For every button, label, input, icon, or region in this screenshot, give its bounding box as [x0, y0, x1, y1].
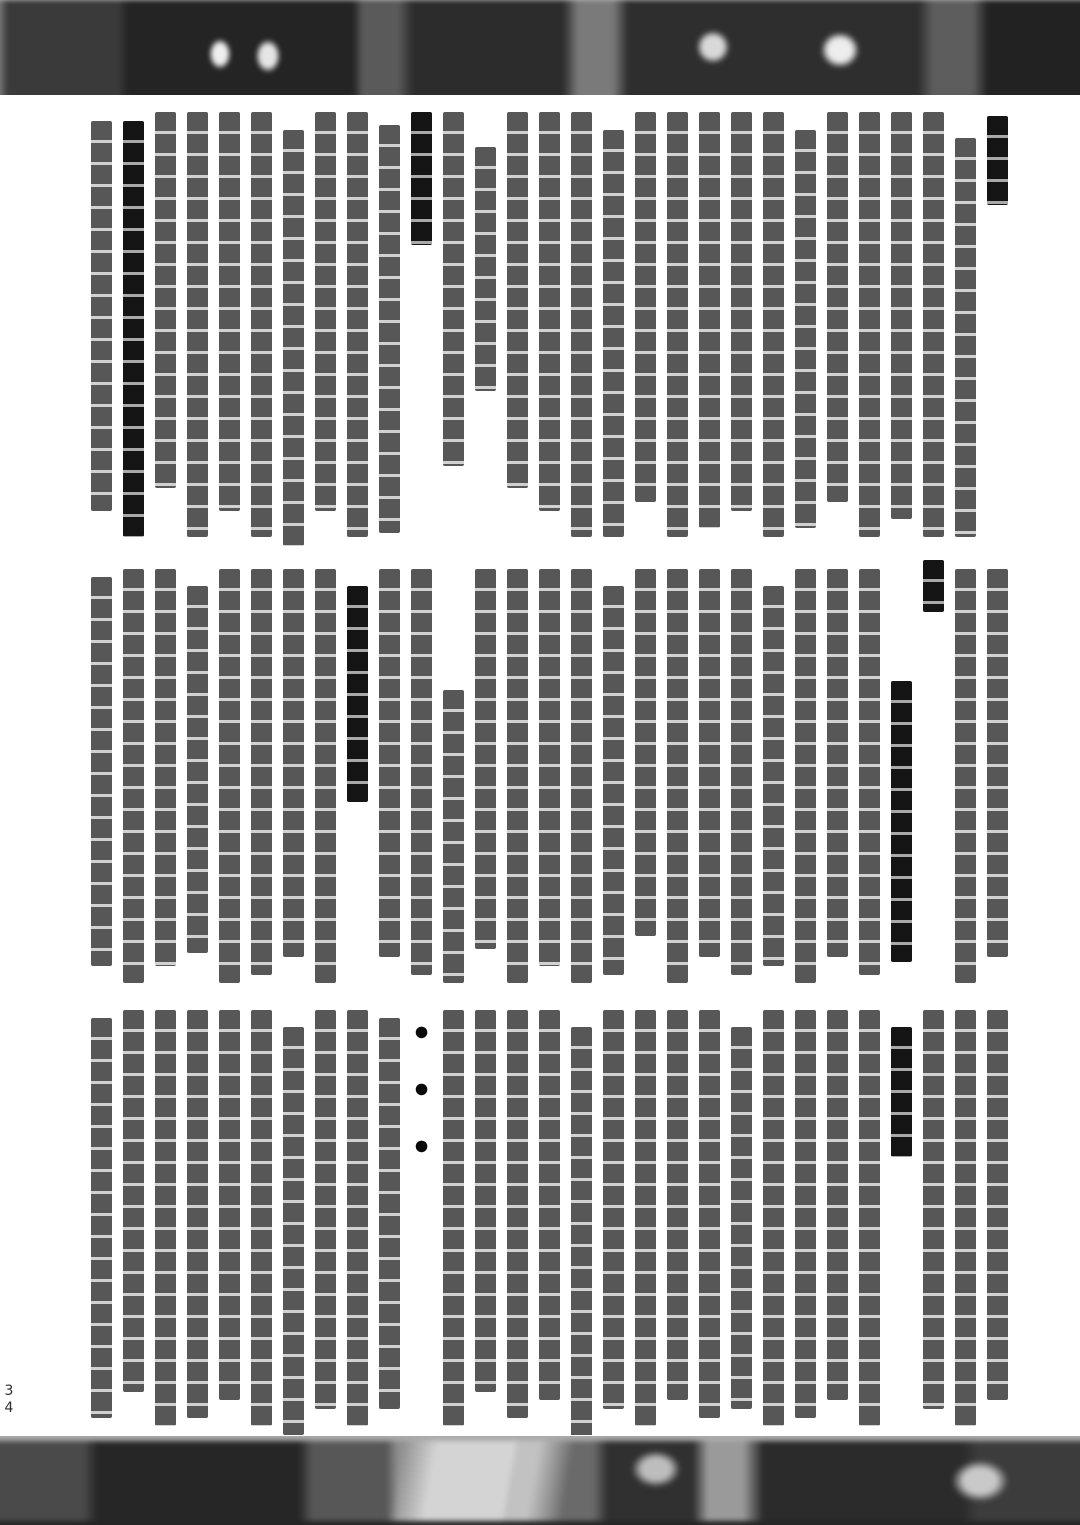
redacted-text-column — [571, 103, 592, 546]
redacted-text-column — [635, 560, 656, 992]
redacted-text — [603, 586, 624, 975]
redacted-text-column — [507, 560, 528, 992]
redacted-text — [315, 1010, 336, 1409]
redacted-text-column — [795, 103, 816, 546]
redacted-text-column — [219, 1001, 240, 1435]
redacted-text — [91, 1018, 112, 1417]
redacted-text-column — [987, 1001, 1008, 1435]
redacted-text-column — [155, 103, 176, 546]
redacted-text-column — [411, 103, 432, 546]
bottom-artwork-abstract — [0, 1436, 1080, 1525]
redacted-text-column — [731, 1001, 752, 1435]
redacted-text-column — [123, 1001, 144, 1435]
redacted-text — [699, 569, 720, 958]
redacted-text — [731, 112, 752, 511]
redacted-text-column — [635, 1001, 656, 1435]
redacted-text-column — [667, 1001, 688, 1435]
redacted-text-column — [667, 560, 688, 992]
redacted-bold-text — [347, 586, 368, 802]
top-artwork-strip — [0, 0, 1080, 95]
redacted-text-column — [763, 1001, 784, 1435]
redacted-text-column — [123, 103, 144, 546]
redacted-text — [475, 569, 496, 949]
redacted-text-column — [219, 103, 240, 546]
redacted-text-column — [475, 103, 496, 546]
redacted-text-column — [443, 103, 464, 546]
redacted-text — [667, 569, 688, 984]
section-break-bullet: ● — [413, 1130, 430, 1161]
redacted-text-column — [635, 103, 656, 546]
redacted-text — [315, 112, 336, 511]
redacted-text-column — [379, 1001, 400, 1435]
redacted-text-column — [955, 103, 976, 546]
redacted-text — [603, 130, 624, 538]
redacted-text-column — [123, 560, 144, 992]
redacted-text-column — [667, 103, 688, 546]
redacted-text — [507, 112, 528, 489]
redacted-text — [411, 569, 432, 975]
redacted-text — [635, 112, 656, 502]
redacted-text — [667, 112, 688, 537]
redacted-text-column — [763, 560, 784, 992]
redacted-text-column — [91, 560, 112, 992]
redacted-text-column — [155, 560, 176, 992]
redacted-text — [859, 569, 880, 975]
section-break-bullet: ● — [413, 1016, 430, 1047]
redacted-text-column — [379, 103, 400, 546]
redacted-text — [443, 1010, 464, 1427]
top-artwork-abstract — [0, 0, 1080, 95]
redacted-text-column — [251, 560, 272, 992]
redacted-text — [379, 1018, 400, 1409]
redacted-text — [827, 112, 848, 502]
redacted-text-column — [699, 103, 720, 546]
redacted-text — [891, 112, 912, 520]
redacted-text — [283, 130, 304, 546]
redacted-text — [347, 1010, 368, 1427]
redacted-text-column — [859, 1001, 880, 1435]
redacted-text — [539, 569, 560, 966]
redacted-text-column — [315, 103, 336, 546]
redacted-text — [987, 569, 1008, 958]
redacted-text — [827, 569, 848, 958]
redacted-text — [923, 112, 944, 537]
redacted-bold-text — [411, 112, 432, 245]
redacted-text-column — [283, 103, 304, 546]
redacted-text-column — [283, 560, 304, 992]
redacted-text — [635, 1010, 656, 1427]
redacted-text-column — [507, 103, 528, 546]
redacted-text — [923, 1010, 944, 1409]
redacted-text-column — [731, 103, 752, 546]
redacted-text — [315, 569, 336, 984]
redacted-bold-text — [891, 681, 912, 962]
redacted-text — [763, 586, 784, 966]
redacted-text — [955, 138, 976, 537]
redacted-text-column — [315, 1001, 336, 1435]
redacted-text — [955, 1010, 976, 1427]
redacted-text-column — [187, 1001, 208, 1435]
redacted-text-column — [219, 560, 240, 992]
text-band-3 — [68, 1001, 1008, 1435]
redacted-text — [219, 112, 240, 511]
redacted-text — [603, 1010, 624, 1409]
redacted-text — [507, 569, 528, 984]
redacted-text — [795, 569, 816, 984]
redacted-bold-text — [987, 116, 1008, 205]
redacted-text — [827, 1010, 848, 1401]
redacted-text — [187, 112, 208, 537]
redacted-text-column — [923, 103, 944, 546]
redacted-text-column — [603, 1001, 624, 1435]
redacted-text — [379, 569, 400, 958]
redacted-text — [699, 1010, 720, 1418]
redacted-text-column — [507, 1001, 528, 1435]
redacted-text-column — [795, 1001, 816, 1435]
redacted-text-column — [443, 1001, 464, 1435]
redacted-text-column — [795, 560, 816, 992]
redacted-text — [443, 112, 464, 466]
redacted-text — [187, 1010, 208, 1418]
redacted-text-column — [955, 560, 976, 992]
redacted-text-column — [347, 1001, 368, 1435]
redacted-text-column — [539, 1001, 560, 1435]
redacted-text-column — [987, 560, 1008, 992]
redacted-text-column — [987, 103, 1008, 546]
redacted-text-column — [347, 560, 368, 992]
redacted-text — [347, 112, 368, 537]
redacted-text — [635, 569, 656, 936]
redacted-text — [571, 1027, 592, 1435]
redacted-text — [795, 130, 816, 529]
redacted-text-column — [571, 1001, 592, 1435]
redacted-text-column — [571, 560, 592, 992]
redacted-text-column — [827, 560, 848, 992]
redacted-text — [571, 569, 592, 984]
redacted-text — [91, 577, 112, 966]
redacted-text-column — [539, 560, 560, 992]
redacted-text-column — [155, 1001, 176, 1435]
redacted-text-column — [827, 103, 848, 546]
redacted-text — [859, 1010, 880, 1427]
redacted-text-column — [91, 103, 112, 546]
redacted-text-column — [187, 103, 208, 546]
section-break-bullet: ● — [413, 1073, 430, 1104]
redacted-text — [859, 112, 880, 537]
redacted-text-column — [315, 560, 336, 992]
redacted-text — [571, 112, 592, 537]
redacted-text-column — [763, 103, 784, 546]
redacted-text — [251, 1010, 272, 1427]
redacted-text-column — [187, 560, 208, 992]
redacted-text-column — [859, 560, 880, 992]
redacted-text-column — [891, 560, 912, 992]
redacted-bold-text — [891, 1027, 912, 1157]
redacted-text — [379, 125, 400, 533]
redacted-text — [91, 121, 112, 511]
redacted-text-column — [475, 1001, 496, 1435]
redacted-text-column — [731, 560, 752, 992]
redacted-text — [539, 112, 560, 511]
bottom-artwork-strip — [0, 1436, 1080, 1525]
redacted-bold-text — [123, 121, 144, 537]
redacted-text — [123, 1010, 144, 1392]
redacted-text — [251, 569, 272, 975]
redacted-text — [475, 147, 496, 391]
redacted-text-column — [699, 1001, 720, 1435]
redacted-text — [251, 112, 272, 537]
redacted-text-column — [923, 560, 944, 992]
redacted-text-column — [891, 1001, 912, 1435]
redacted-text — [763, 1010, 784, 1427]
redacted-text-column — [539, 103, 560, 546]
redacted-text-column — [283, 1001, 304, 1435]
redacted-text-column — [443, 560, 464, 992]
redacted-text — [283, 569, 304, 958]
redacted-text-column — [859, 103, 880, 546]
redacted-text-column — [955, 1001, 976, 1435]
redacted-text — [155, 1010, 176, 1427]
redacted-text-column — [251, 103, 272, 546]
redacted-text-column — [251, 1001, 272, 1435]
text-band-2 — [68, 560, 1008, 992]
page-number: 34 — [1, 1383, 17, 1417]
redacted-text — [731, 1027, 752, 1409]
redacted-bold-text — [923, 560, 944, 612]
redacted-text-column — [891, 103, 912, 546]
redacted-text — [187, 586, 208, 953]
redacted-text-column — [379, 560, 400, 992]
redacted-text — [955, 569, 976, 984]
redacted-text — [123, 569, 144, 984]
redacted-text-column — [923, 1001, 944, 1435]
redacted-text-column — [91, 1001, 112, 1435]
redacted-text — [507, 1010, 528, 1418]
redacted-text — [155, 569, 176, 966]
redacted-text — [667, 1010, 688, 1401]
redacted-text — [539, 1010, 560, 1401]
redacted-text-column — [827, 1001, 848, 1435]
redacted-text-column — [603, 560, 624, 992]
redacted-text — [219, 1010, 240, 1401]
text-band-1 — [68, 103, 1008, 546]
redacted-text-column — [347, 103, 368, 546]
redacted-text-column — [475, 560, 496, 992]
section-break-bullets — [411, 1001, 432, 1435]
redacted-text — [219, 569, 240, 984]
redacted-text-column — [699, 560, 720, 992]
redacted-text — [443, 690, 464, 984]
redacted-text-column — [603, 103, 624, 546]
redacted-text — [763, 112, 784, 537]
redacted-text — [283, 1027, 304, 1435]
redacted-text-column — [411, 560, 432, 992]
redacted-text — [987, 1010, 1008, 1401]
redacted-text — [795, 1010, 816, 1418]
redacted-text — [699, 112, 720, 528]
redacted-text — [731, 569, 752, 975]
redacted-text — [155, 112, 176, 489]
redacted-text — [475, 1010, 496, 1392]
